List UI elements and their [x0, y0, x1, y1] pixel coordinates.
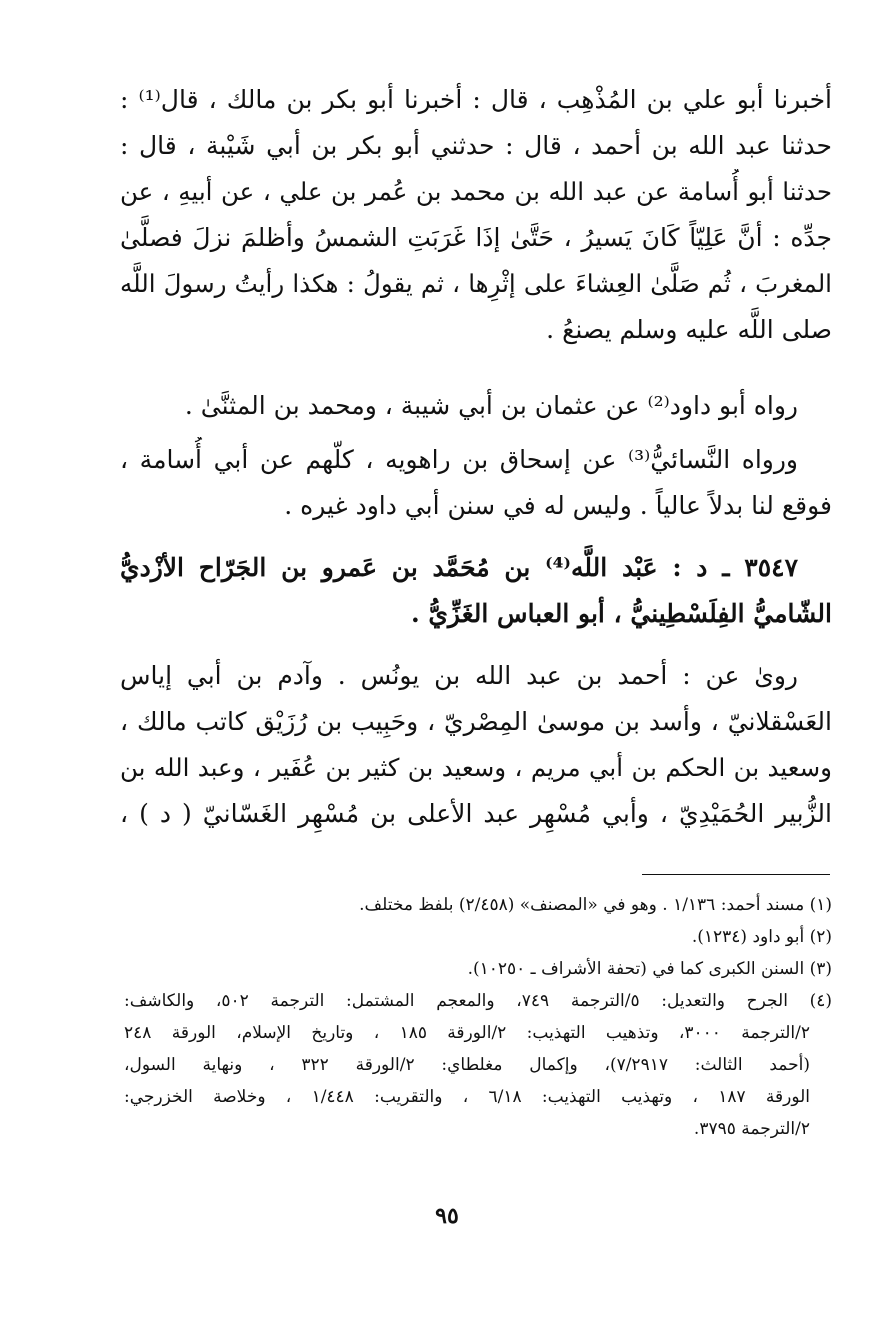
text-line: رواه أبو داود⁽²⁾ عن عثمان بن أبي شيبة ، ومحمد بن المثنَّىٰ . [184, 391, 798, 420]
text-line: العَسْقلانيّ ، وأسد بن موسىٰ المِصْريّ ، وحَبِيب بن رُزَيْق كاتب مالك ، [120, 707, 832, 736]
footnote-4-continuation: ٢/الترجمة ٣٠٠٠، وتذهيب التهذيب: ٢/الورقة ١٨٥ ، وتاريخ الإسلام، الورقة ٢٤٨ [124, 1023, 811, 1043]
text-line: حدثنا أبو أُسامة عن عبد الله بن محمد بن عُمر بن علي ، عن أبيهِ ، عن [120, 177, 832, 206]
text-line: حدثنا عبد الله بن أحمد ، قال : حدثني أبو بكر بن أبي شَيْبة ، قال : [120, 131, 832, 160]
text-line: أخبرنا أبو علي بن المُذْهِب ، قال : أخبرنا أبو بكر بن مالك ، قال⁽¹⁾ : [120, 85, 832, 114]
narration-paragraph [120, 437, 832, 529]
footnote-4-continuation: الورقة ١٨٧ ، وتهذيب التهذيب: ٦/١٨ ، والتقريب: ١/٤٤٨ ، وخلاصة الخزرجي: [124, 1087, 811, 1107]
entry-heading-line: ٣٥٤٧ ـ د : عَبْد اللَّه⁽⁴⁾ بن مُحَمَّد بن عَمرو بن الجَرّاح الأزْديُّ [120, 553, 798, 582]
footnote-4-continuation: (أحمد الثالث: ٧/٢٩١٧)، وإكمال مغلطاي: ٢/الورقة ٣٢٢ ، ونهاية السول، [124, 1055, 810, 1075]
narrators-paragraph [120, 653, 832, 837]
footnotes [124, 889, 832, 1145]
footnote-4: (٤) الجرح والتعديل: ٥/الترجمة ٧٤٩، والمعجم المشتمل: الترجمة ٥٠٢، والكاشف: [124, 991, 832, 1011]
text-line: جدِّه : أنَّ عَلِيّاً كَانَ يَسيرُ ، حَتَّىٰ إذَا غَرَبَتِ الشمسُ وأظلمَ نزلَ فصلَّىٰ [120, 223, 832, 252]
text-line: وسعيد بن الحكم بن أبي مريم ، وسعيد بن كثير بن عُفَير ، وعبد الله بن [120, 753, 832, 782]
biography-entry-heading [120, 545, 832, 637]
text-line: المغربَ ، ثُم صَلَّىٰ العِشاءَ على إثْرِها ، ثم يقولُ : هكذا رأيتُ رسولَ اللَّه [120, 269, 832, 298]
text-line: ورواه النَّسائيُّ⁽³⁾ عن إسحاق بن راهويه ، كلّهم عن أبي أُسامة ، [120, 445, 799, 474]
footnote-separator [642, 874, 830, 875]
footnote-4-continuation: ٢/الترجمة ٣٧٩٥. [693, 1119, 810, 1139]
narration-paragraph [120, 383, 832, 429]
text-line: صلى اللَّه عليه وسلم يصنعُ . [546, 315, 832, 344]
footnote-2: (٢) أبو داود (١٢٣٤). [691, 927, 832, 947]
text-line: فوقع لنا بدلاً عالياً . وليس له في سنن أبي داود غيره . [284, 491, 832, 520]
hadith-paragraph [120, 77, 832, 353]
text-line: الزُّبير الحُمَيْدِيّ ، وأبي مُسْهِر عبد الأعلى بن مُسْهِر الغَسّانيّ ( د ) ، [120, 799, 832, 828]
footnote-1: (١) مسند أحمد: ١/١٣٦ . وهو في «المصنف» (٢/٤٥٨) بلفظ مختلف. [359, 895, 832, 915]
entry-heading-line: الشّاميُّ الفِلَسْطِينيُّ ، أبو العباس الغَزِّيُّ . [410, 599, 832, 628]
text-line: روىٰ عن : أحمد بن عبد الله بن يونُس . وآدم بن أبي إياس [120, 661, 798, 690]
page-number: ٩٥ [435, 1203, 459, 1229]
footnote-3: (٣) السنن الكبرى كما في (تحفة الأشراف ـ ١٠٢٥٠). [467, 959, 832, 979]
